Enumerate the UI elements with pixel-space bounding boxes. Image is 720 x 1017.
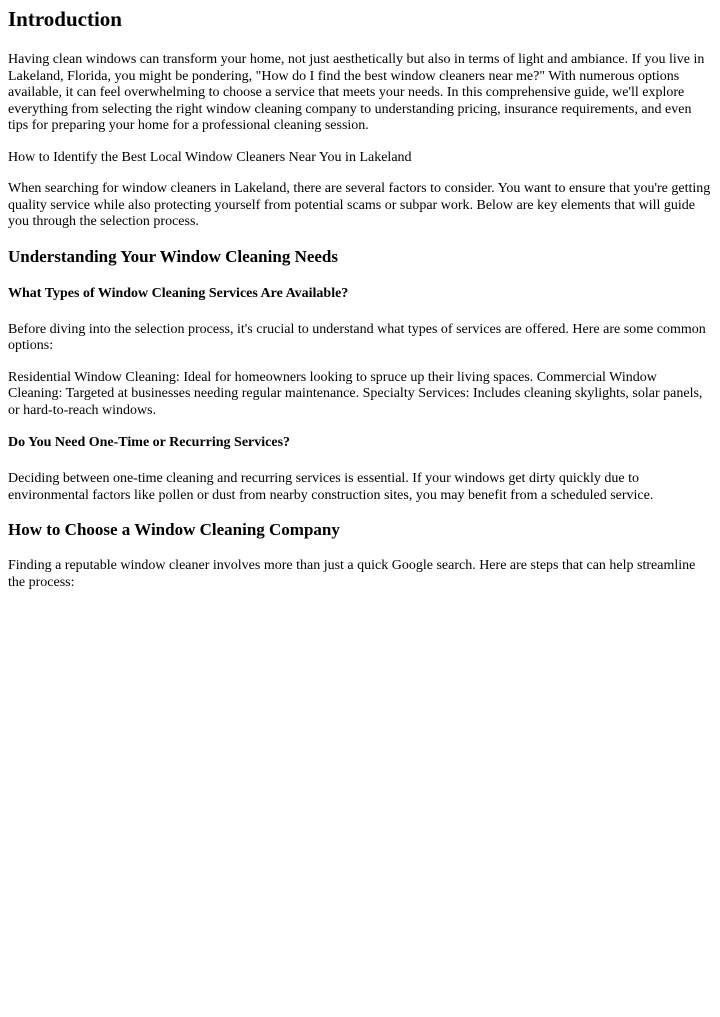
search-paragraph: When searching for window cleaners in Lakeland, there are several factors to consider. You want to ensure that you're getting quality service while also protecting yourself from potential scams or subpar work. Below are key elements that will guide you through the selection process. — [8, 181, 711, 229]
section-heading-choose: How to Choose a Window Cleaning Company — [8, 520, 340, 539]
subheading-frequency: Do You Need One-Time or Recurring Services? — [8, 435, 291, 450]
choose-paragraph: Finding a reputable window cleaner involves more than just a quick Google search. Here are steps that can help streamline the process: — [8, 558, 696, 590]
subheading-service-types: What Types of Window Cleaning Services Are Available? — [8, 285, 349, 301]
subtitle-line: How to Identify the Best Local Window Cleaners Near You in Lakeland — [8, 149, 412, 165]
service-options-paragraph: Residential Window Cleaning: Ideal for homeowners looking to spruce up their living spaces. Commercial Window Cleaning: Targeted at businesses needing regular maintenance. Specialty Services: Includes cleaning skylights, solar panels, or hard-to-reach windows. — [8, 369, 703, 418]
frequency-paragraph: Deciding between one-time cleaning and recurring services is essential. If your windows get dirty quickly due to environmental factors like pollen or dust from nearby construction sites, you may benefit from a scheduled service. — [8, 471, 654, 503]
page-title: Introduction — [8, 7, 122, 31]
intro-paragraph: Having clean windows can transform your home, not just aesthetically but also in terms of light and ambiance. If you live in Lakeland, Florida, you might be pondering, "How do I find the best window cleaners near me?" With numerous options available, it can feel overwhelming to choose a service that meets your needs. In this comprehensive guide, we'll explore everything from selecting the right window cleaning company to understanding pricing, insurance requirements, and even tips for preparing your home for a professional cleaning session. — [8, 52, 705, 133]
service-types-paragraph: Before diving into the selection process, it's crucial to understand what types of services are offered. Here are some common options: — [8, 321, 706, 353]
section-heading-needs: Understanding Your Window Cleaning Needs — [8, 246, 339, 266]
